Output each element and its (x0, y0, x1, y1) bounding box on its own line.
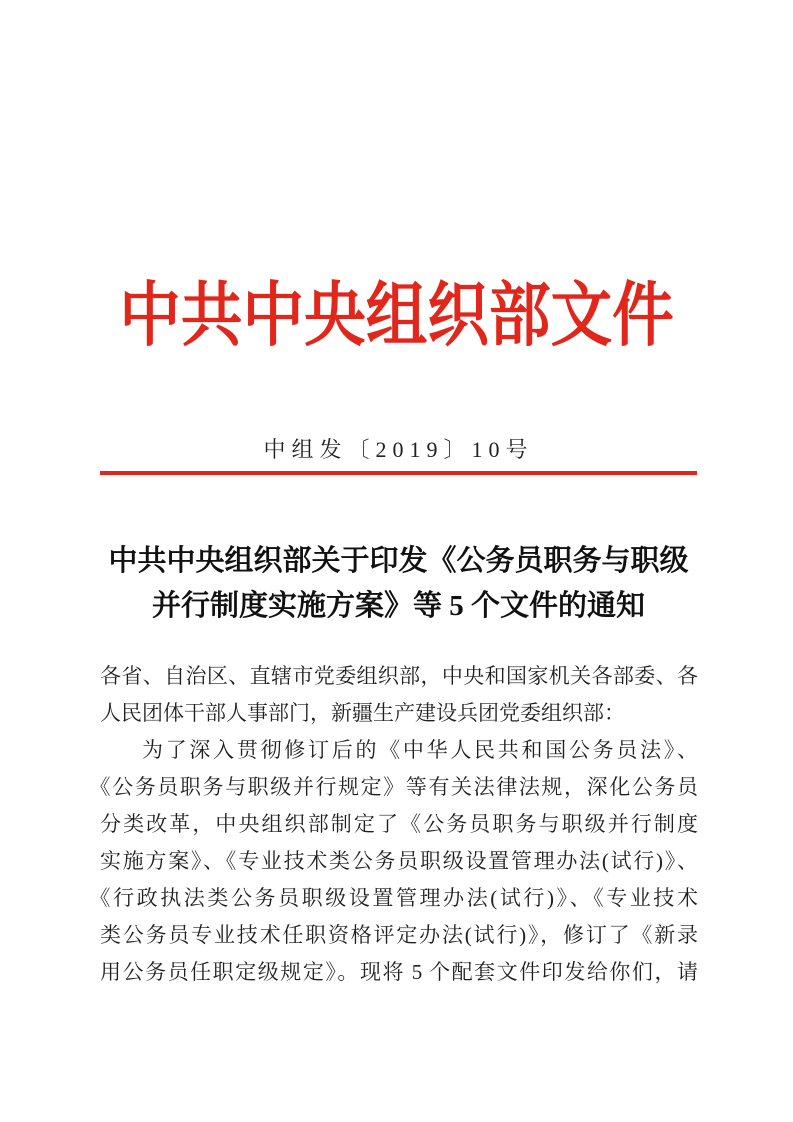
letterhead-title: 中共中央组织部文件 (119, 278, 674, 355)
document-body (89, 658, 698, 991)
body-line-paragraph: 为了深入贯彻修订后的《中华人民共和国公务员法》、 (142, 738, 698, 762)
red-divider-line (100, 471, 697, 475)
document-title-line-1: 中共中央组织部关于印发《公务员职务与职级 (108, 545, 689, 577)
body-line-paragraph: 《行政执法类公务员职级设置管理办法(试行)》、《专业技术 (89, 886, 698, 910)
body-line-paragraph: 实施方案》、《专业技术类公务员职级设置管理办法(试行)》、 (100, 849, 698, 873)
document-title-line-2: 并行制度实施方案》等 5 个文件的通知 (151, 590, 645, 622)
document-title (100, 539, 697, 629)
body-line-salutation-1: 各省、自治区、直辖市党委组织部，中央和国家机关各部委、各 (100, 664, 698, 688)
body-line-paragraph: 类公务员专业技术任职资格评定办法(试行)》，修订了《新录 (100, 923, 698, 947)
body-line-salutation-2: 人民团体干部人事部门，新疆生产建设兵团党委组织部： (100, 701, 625, 725)
document-number: 中组发〔2019〕10号 (263, 437, 534, 462)
body-line-paragraph: 《公务员职务与职级并行规定》等有关法律法规，深化公务员 (89, 775, 698, 799)
body-line-paragraph: 用公务员任职定级规定》。现将 5 个配套文件印发给你们，请 (100, 960, 698, 984)
body-line-paragraph: 分类改革，中央组织部制定了《公务员职务与职级并行制度 (100, 812, 698, 836)
